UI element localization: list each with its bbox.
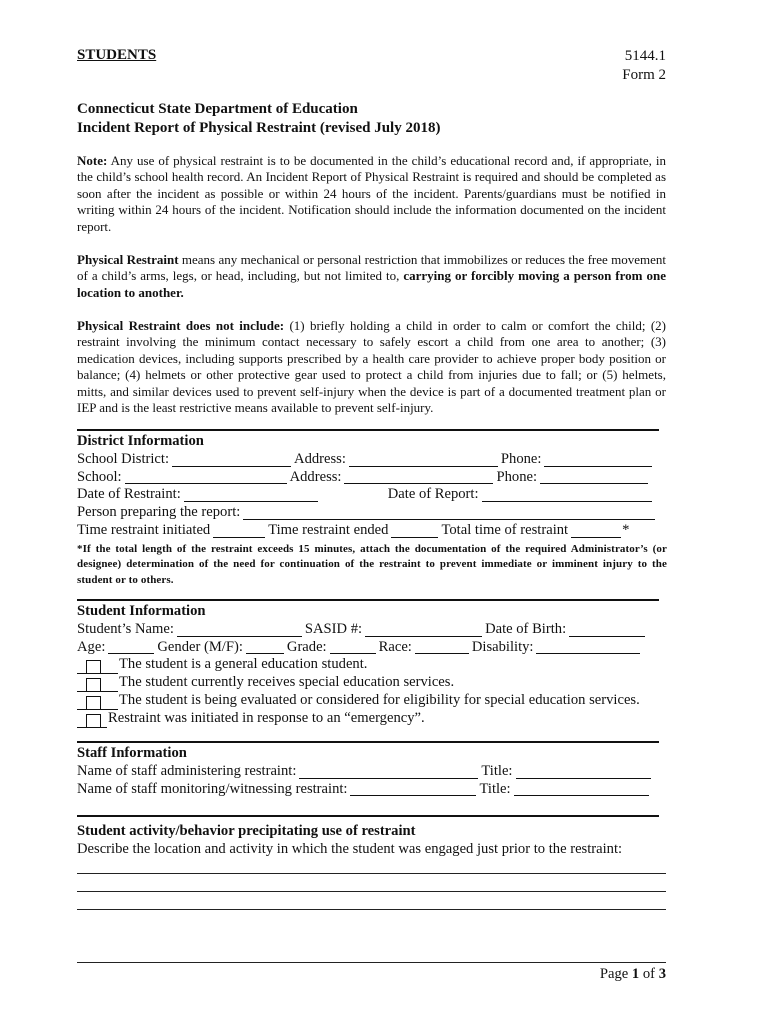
student-name-field[interactable] xyxy=(177,623,302,637)
check-label-emergency: Restraint was initiated in response to an “emergency”. xyxy=(108,709,425,726)
footer-rule xyxy=(77,962,666,963)
gender-field[interactable] xyxy=(246,640,284,654)
student-row-2 xyxy=(77,639,667,657)
time-initiated-field[interactable] xyxy=(213,524,265,538)
divider xyxy=(77,429,659,431)
time-initiated-label: Time restraint initiated xyxy=(77,521,211,538)
school-district-label: School District: xyxy=(77,450,170,467)
page-of: of xyxy=(642,966,656,982)
gender-label: Gender (M/F): xyxy=(157,638,243,655)
student-name-label: Student’s Name: xyxy=(77,620,174,637)
grade-label: Grade: xyxy=(286,638,327,655)
monitoring-title-field[interactable] xyxy=(514,782,649,796)
section-label: STUDENTS xyxy=(77,47,157,63)
student-row-1 xyxy=(77,621,667,639)
race-field[interactable] xyxy=(415,640,469,654)
school-label: School: xyxy=(77,468,122,485)
note-label: Note: xyxy=(77,153,108,168)
school-address-label: Address: xyxy=(289,468,342,485)
administering-label: Name of staff administering restraint: xyxy=(77,762,297,779)
administering-title-label: Title: xyxy=(481,762,513,779)
report-title: Incident Report of Physical Restraint (revised July 2018) xyxy=(77,120,441,136)
date-report-label: Date of Report: xyxy=(387,486,479,503)
checkbox-special-ed[interactable] xyxy=(77,677,119,692)
definition-label: Physical Restraint xyxy=(77,252,179,267)
check-row-special-ed xyxy=(77,674,667,692)
activity-answer-line[interactable] xyxy=(77,891,666,892)
total-time-label: Total time of restraint xyxy=(441,521,569,538)
total-time-asterisk: * xyxy=(622,521,630,538)
school-address-field[interactable] xyxy=(344,470,493,484)
activity-section xyxy=(77,823,667,859)
definition-emphasis: carrying or forcibly moving a person from one location to another. xyxy=(77,268,666,300)
activity-answer-line[interactable] xyxy=(77,873,666,874)
district-phone-field[interactable] xyxy=(544,453,652,467)
definition-text: means any mechanical or personal restriction that immobilizes or reduces the free movement of a child’s arms, legs, or head, including, but not limited to, xyxy=(77,252,666,284)
page-number xyxy=(600,966,666,983)
exclusions-paragraph xyxy=(77,318,666,416)
district-title: District Information xyxy=(77,433,204,449)
check-label-special-ed: The student currently receives special education services. xyxy=(119,674,455,691)
sasid-label: SASID #: xyxy=(304,620,363,637)
age-label: Age: xyxy=(77,638,106,655)
student-section xyxy=(77,603,667,728)
district-address-label: Address: xyxy=(294,450,346,467)
staff-row-2 xyxy=(77,781,667,799)
district-section xyxy=(77,433,667,588)
dob-label: Date of Birth: xyxy=(485,620,567,637)
disability-label: Disability: xyxy=(471,638,534,655)
staff-title: Staff Information xyxy=(77,745,187,761)
checkbox-emergency[interactable] xyxy=(77,713,108,728)
district-address-field[interactable] xyxy=(349,453,498,467)
org-name: Connecticut State Department of Education xyxy=(77,101,358,117)
divider xyxy=(77,741,659,743)
definition-paragraph xyxy=(77,252,666,301)
check-label-evaluated: The student is being evaluated or considered for eligibility for special education services. xyxy=(119,691,640,708)
preparer-label: Person preparing the report: xyxy=(77,504,241,521)
divider xyxy=(77,599,659,601)
district-row-4 xyxy=(77,504,667,522)
grade-field[interactable] xyxy=(330,640,376,654)
check-label-general-ed: The student is a general education student. xyxy=(119,656,368,673)
page-total: 3 xyxy=(658,966,666,982)
checkbox-general-ed[interactable] xyxy=(77,659,119,674)
district-row-2 xyxy=(77,469,667,487)
divider xyxy=(77,815,659,817)
activity-answer-line[interactable] xyxy=(77,909,666,910)
time-ended-label: Time restraint ended xyxy=(268,521,389,538)
exclusions-label: Physical Restraint does not include: xyxy=(77,318,285,333)
restraint-footnote: *If the total length of the restraint exceeds 15 minutes, attach the documentation of the required Administrator’s (or designee) determination of the need for continuation of the restraint to prevent immediate or imminent injury to the student or to others. xyxy=(77,542,667,586)
age-field[interactable] xyxy=(108,640,154,654)
time-ended-field[interactable] xyxy=(391,524,438,538)
note-text: Any use of physical restraint is to be documented in the child’s educational record and, if appropriate, in the child’s school health record. An Incident Report of Physical Restraint is required and should be completed as soon after the incident as possible or within 24 hours of the incident. Parents/guardians must be notified in writing within 24 hours of the incident. Notification should include the information documented on the incident report. xyxy=(77,153,666,234)
staff-section xyxy=(77,745,667,798)
check-row-emergency xyxy=(77,710,667,728)
activity-prompt: Describe the location and activity in which the student was engaged just prior to the restraint: xyxy=(77,840,623,857)
student-title: Student Information xyxy=(77,603,206,619)
sasid-field[interactable] xyxy=(365,623,482,637)
preparer-field[interactable] xyxy=(243,506,655,520)
date-report-field[interactable] xyxy=(482,488,652,502)
date-restraint-field[interactable] xyxy=(184,488,318,502)
date-restraint-label: Date of Restraint: xyxy=(77,486,181,503)
page-label: Page xyxy=(599,966,629,982)
district-row-3 xyxy=(77,486,667,504)
form-number: Form 2 xyxy=(622,67,666,83)
activity-title: Student activity/behavior precipitating use of restraint xyxy=(77,823,416,839)
check-row-evaluated xyxy=(77,692,667,710)
checkbox-evaluated[interactable] xyxy=(77,695,119,710)
policy-number: 5144.1 xyxy=(624,48,666,64)
school-phone-field[interactable] xyxy=(540,470,648,484)
monitoring-field[interactable] xyxy=(350,782,476,796)
race-label: Race: xyxy=(378,638,412,655)
school-district-field[interactable] xyxy=(172,453,291,467)
monitoring-title-label: Title: xyxy=(479,780,511,797)
administering-field[interactable] xyxy=(299,765,478,779)
district-phone-label: Phone: xyxy=(500,450,542,467)
check-row-general-ed xyxy=(77,656,667,674)
exclusions-text: (1) briefly holding a child in order to calm or comfort the child; (2) restraint involving the minimum contact necessary to safely escort a child from one area to another; (3) medication devices, including supports prescribed by a health care provider to achieve proper body position or balance; (4) helmets or other protective gear used to protect a child from injuries due to fall; or (5) helmets, mitts, and similar devices used to prevent self-injury when the device is part of a documented treatment plan or IEP and is the least restrictive means available to prevent self-injury. xyxy=(77,318,666,416)
form-code xyxy=(622,47,666,85)
disability-field[interactable] xyxy=(536,640,640,654)
page-current: 1 xyxy=(631,966,640,982)
monitoring-label: Name of staff monitoring/witnessing restraint: xyxy=(77,780,348,797)
district-row-1 xyxy=(77,451,667,469)
page-title xyxy=(77,100,440,138)
administering-title-field[interactable] xyxy=(516,765,651,779)
note-paragraph xyxy=(77,153,666,235)
dob-field[interactable] xyxy=(569,623,645,637)
school-field[interactable] xyxy=(125,470,287,484)
staff-row-1 xyxy=(77,763,667,781)
total-time-field[interactable] xyxy=(571,524,621,538)
school-phone-label: Phone: xyxy=(496,468,538,485)
district-row-5 xyxy=(77,522,667,540)
